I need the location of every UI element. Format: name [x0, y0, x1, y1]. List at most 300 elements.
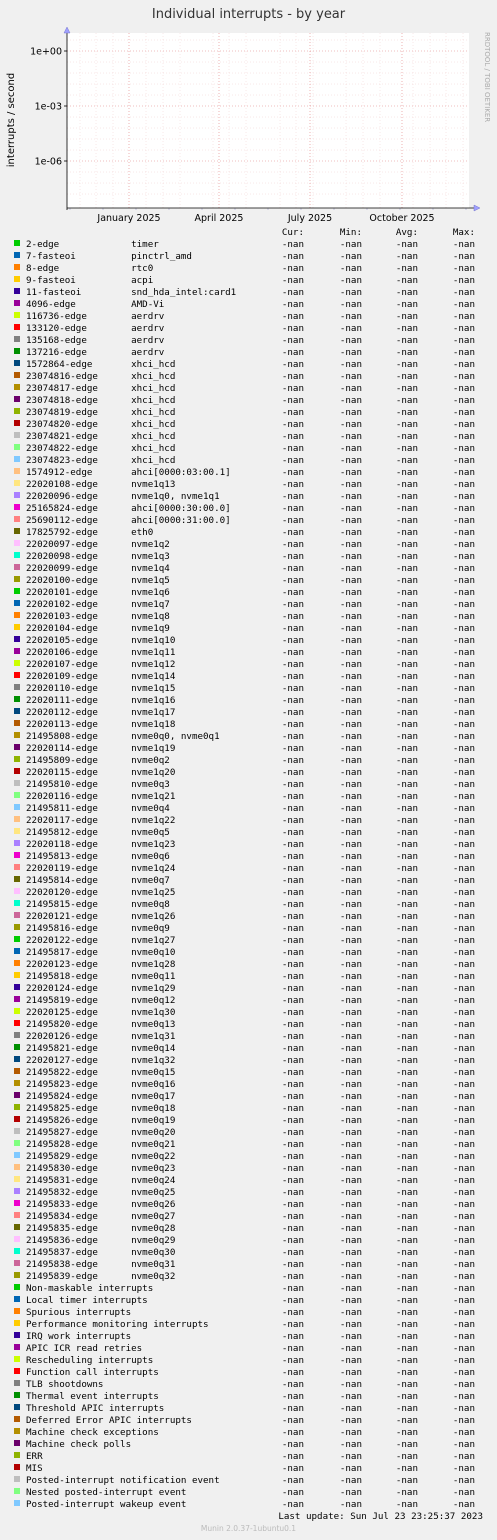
legend-row: [14, 1403, 475, 1414]
legend-cur: -nan: [281, 707, 304, 718]
legend-swatch: [14, 1068, 20, 1074]
legend-avg: -nan: [395, 755, 418, 766]
legend-cur: -nan: [281, 1247, 304, 1258]
legend-row: [14, 1187, 475, 1198]
legend-swatch: [14, 876, 20, 882]
legend-label: 21495819-edge nvme0q12: [26, 995, 176, 1006]
legend-max: -nan: [452, 359, 475, 370]
legend-swatch: [14, 420, 20, 426]
legend-min: -nan: [339, 815, 362, 826]
legend-max: -nan: [452, 1187, 475, 1198]
legend-max: -nan: [452, 1331, 475, 1342]
legend-swatch: [14, 612, 20, 618]
legend-cur: -nan: [281, 827, 304, 838]
legend-avg: -nan: [395, 1307, 418, 1318]
legend-avg: -nan: [395, 671, 418, 682]
legend-max: -nan: [452, 755, 475, 766]
legend-cur: -nan: [281, 647, 304, 658]
legend-min: -nan: [339, 623, 362, 634]
legend-cur: -nan: [281, 1091, 304, 1102]
legend-swatch: [14, 624, 20, 630]
legend-cur: -nan: [281, 851, 304, 862]
legend-row: [14, 1487, 475, 1498]
legend-cur: -nan: [281, 983, 304, 994]
legend-label: Thermal event interrupts: [26, 1391, 159, 1402]
legend-max: -nan: [452, 311, 475, 322]
legend-swatch: [14, 1476, 20, 1482]
legend-cur: -nan: [281, 371, 304, 382]
legend-row: [14, 1475, 475, 1486]
legend-min: -nan: [339, 1439, 362, 1450]
legend-max: -nan: [452, 1031, 475, 1042]
legend-max: -nan: [452, 1079, 475, 1090]
legend-row: [14, 1439, 475, 1450]
legend-max: -nan: [452, 575, 475, 586]
legend-swatch: [14, 1320, 20, 1326]
legend-min: -nan: [339, 1367, 362, 1378]
legend-avg: -nan: [395, 731, 418, 742]
legend-cur: -nan: [281, 1235, 304, 1246]
legend-cur: -nan: [281, 467, 304, 478]
legend-max: -nan: [452, 1451, 475, 1462]
legend-label: 22020106-edge nvme1q11: [26, 647, 176, 658]
legend-row: [14, 1019, 475, 1030]
legend-avg: -nan: [395, 575, 418, 586]
legend-swatch: [14, 1044, 20, 1050]
legend-row: [14, 467, 475, 478]
legend-max: -nan: [452, 551, 475, 562]
legend-row: [14, 479, 475, 490]
legend-swatch: [14, 372, 20, 378]
legend-min: -nan: [339, 1427, 362, 1438]
legend-max: -nan: [452, 1043, 475, 1054]
legend-min: -nan: [339, 551, 362, 562]
legend-max: -nan: [452, 563, 475, 574]
legend-cur: -nan: [281, 863, 304, 874]
legend-min: -nan: [339, 911, 362, 922]
legend-cur: -nan: [281, 719, 304, 730]
legend-row: [14, 563, 475, 574]
legend-min: -nan: [339, 1415, 362, 1426]
legend-max: -nan: [452, 263, 475, 274]
legend-cur: -nan: [281, 275, 304, 286]
legend-label: 22020114-edge nvme1q19: [26, 743, 176, 754]
legend-min: -nan: [339, 947, 362, 958]
legend-swatch: [14, 1296, 20, 1302]
legend-label: 133120-edge aerdrv: [26, 323, 165, 334]
legend-cur: -nan: [281, 1271, 304, 1282]
legend-swatch: [14, 1500, 20, 1506]
legend-cur: -nan: [281, 395, 304, 406]
legend-swatch: [14, 252, 20, 258]
legend-avg: -nan: [395, 935, 418, 946]
legend-label: 23074816-edge xhci_hcd: [26, 371, 176, 382]
legend-swatch: [14, 576, 20, 582]
legend-min: -nan: [339, 1271, 362, 1282]
legend-label: 22020109-edge nvme1q14: [26, 671, 176, 682]
legend-min: -nan: [339, 1115, 362, 1126]
legend-row: [14, 863, 475, 874]
legend-avg: -nan: [395, 263, 418, 274]
legend-min: -nan: [339, 443, 362, 454]
legend-cur: -nan: [281, 1355, 304, 1366]
legend-min: -nan: [339, 371, 362, 382]
chart-title: Individual interrupts - by year: [151, 7, 346, 22]
legend-avg: -nan: [395, 659, 418, 670]
legend-max: -nan: [452, 671, 475, 682]
legend-row: [14, 815, 475, 826]
legend-max: -nan: [452, 995, 475, 1006]
legend-max: -nan: [452, 1115, 475, 1126]
legend-row: [14, 1295, 475, 1306]
legend-cur: -nan: [281, 731, 304, 742]
legend-label: Performance monitoring interrupts: [26, 1319, 209, 1330]
legend-swatch: [14, 276, 20, 282]
legend-row: [14, 431, 475, 442]
legend-avg: -nan: [395, 1007, 418, 1018]
legend-avg: -nan: [395, 1067, 418, 1078]
legend-label: 25690112-edge ahci[0000:31:00.0]: [26, 515, 231, 526]
legend-row: [14, 1355, 475, 1366]
y-axis-ticks: [30, 47, 62, 168]
legend-avg: -nan: [395, 491, 418, 502]
legend-swatch: [14, 1416, 20, 1422]
legend-max: -nan: [452, 431, 475, 442]
legend-label: 21495818-edge nvme0q11: [26, 971, 176, 982]
legend-row: [14, 407, 475, 418]
legend-max: -nan: [452, 851, 475, 862]
legend-label: 22020097-edge nvme1q2: [26, 539, 170, 550]
legend-max: -nan: [452, 527, 475, 538]
legend-min: -nan: [339, 1043, 362, 1054]
legend-swatch: [14, 1116, 20, 1122]
legend-cur: -nan: [281, 611, 304, 622]
legend-cur: -nan: [281, 959, 304, 970]
legend-avg: -nan: [395, 455, 418, 466]
legend-label: 22020122-edge nvme1q27: [26, 935, 176, 946]
legend-min: -nan: [339, 1031, 362, 1042]
legend-max: -nan: [452, 1295, 475, 1306]
legend-min: -nan: [339, 239, 362, 250]
legend-label: 22020117-edge nvme1q22: [26, 815, 176, 826]
legend-avg: -nan: [395, 923, 418, 934]
legend-row: [14, 695, 475, 706]
legend-min: -nan: [339, 599, 362, 610]
legend-cur: -nan: [281, 335, 304, 346]
legend-max: -nan: [452, 323, 475, 334]
legend-cur: -nan: [281, 347, 304, 358]
legend-row: [14, 719, 475, 730]
legend-max: -nan: [452, 1415, 475, 1426]
legend-max: -nan: [452, 1007, 475, 1018]
legend-label: 11-fasteoi snd_hda_intel:card1: [26, 287, 237, 298]
legend-swatch: [14, 816, 20, 822]
legend-avg: -nan: [395, 1415, 418, 1426]
legend-swatch: [14, 864, 20, 870]
legend-label: 22020112-edge nvme1q17: [26, 707, 176, 718]
legend-avg: -nan: [395, 695, 418, 706]
legend-label: 21495827-edge nvme0q20: [26, 1127, 176, 1138]
legend-row: [14, 1091, 475, 1102]
legend-min: -nan: [339, 851, 362, 862]
legend-min: -nan: [339, 311, 362, 322]
legend-min: -nan: [339, 347, 362, 358]
legend-row: [14, 1199, 475, 1210]
legend-row: [14, 251, 475, 262]
legend-max: -nan: [452, 959, 475, 970]
legend-avg: -nan: [395, 515, 418, 526]
legend-min: -nan: [339, 755, 362, 766]
legend-label: 8-edge rtc0: [26, 263, 154, 274]
legend-max: -nan: [452, 1391, 475, 1402]
legend-swatch: [14, 1452, 20, 1458]
legend-column-header: Min:: [339, 227, 362, 238]
legend-swatch: [14, 924, 20, 930]
legend-cur: -nan: [281, 1283, 304, 1294]
legend-avg: -nan: [395, 815, 418, 826]
legend-min: -nan: [339, 1211, 362, 1222]
legend-max: -nan: [452, 923, 475, 934]
legend-cur: -nan: [281, 1007, 304, 1018]
legend-row: [14, 1175, 475, 1186]
legend-swatch: [14, 1188, 20, 1194]
legend-min: -nan: [339, 1391, 362, 1402]
legend-avg: -nan: [395, 911, 418, 922]
legend-min: -nan: [339, 275, 362, 286]
legend-avg: -nan: [395, 971, 418, 982]
legend-label: 21495817-edge nvme0q10: [26, 947, 176, 958]
legend-min: -nan: [339, 455, 362, 466]
legend-cur: -nan: [281, 239, 304, 250]
legend-cur: -nan: [281, 1115, 304, 1126]
legend-min: -nan: [339, 407, 362, 418]
legend-label: 1572864-edge xhci_hcd: [26, 359, 176, 370]
legend-swatch: [14, 264, 20, 270]
legend-avg: -nan: [395, 419, 418, 430]
legend-min: -nan: [339, 1079, 362, 1090]
legend-avg: -nan: [395, 1319, 418, 1330]
legend-label: 21495825-edge nvme0q18: [26, 1103, 176, 1114]
legend-avg: -nan: [395, 1403, 418, 1414]
legend-row: [14, 791, 475, 802]
legend-avg: -nan: [395, 1055, 418, 1066]
legend-label: 22020119-edge nvme1q24: [26, 863, 176, 874]
legend-row: [14, 947, 475, 958]
legend-min: -nan: [339, 419, 362, 430]
legend-swatch: [14, 360, 20, 366]
legend-row: [14, 1139, 475, 1150]
legend-row: [14, 971, 475, 982]
legend-cur: -nan: [281, 815, 304, 826]
legend-cur: -nan: [281, 1031, 304, 1042]
legend-avg: -nan: [395, 503, 418, 514]
legend-avg: -nan: [395, 1127, 418, 1138]
legend-row: [14, 1343, 475, 1354]
legend-avg: -nan: [395, 287, 418, 298]
legend-min: -nan: [339, 1199, 362, 1210]
legend-avg: -nan: [395, 851, 418, 862]
legend-header: [282, 227, 475, 238]
legend-max: -nan: [452, 539, 475, 550]
legend-cur: -nan: [281, 875, 304, 886]
legend-label: 22020104-edge nvme1q9: [26, 623, 170, 634]
legend-cur: -nan: [281, 767, 304, 778]
legend-column-header: Avg:: [395, 227, 418, 238]
legend-max: -nan: [452, 623, 475, 634]
legend-swatch: [14, 660, 20, 666]
legend-max: -nan: [452, 1103, 475, 1114]
legend-swatch: [14, 1344, 20, 1350]
legend-row: [14, 371, 475, 382]
legend-cur: -nan: [281, 443, 304, 454]
legend-swatch: [14, 468, 20, 474]
plot-area: [67, 33, 469, 208]
legend-label: 22020125-edge nvme1q30: [26, 1007, 176, 1018]
legend-max: -nan: [452, 659, 475, 670]
legend-avg: -nan: [395, 779, 418, 790]
legend-avg: -nan: [395, 1427, 418, 1438]
legend-max: -nan: [452, 1091, 475, 1102]
legend-cur: -nan: [281, 683, 304, 694]
legend-swatch: [14, 1368, 20, 1374]
legend-cur: -nan: [281, 899, 304, 910]
legend-min: -nan: [339, 1103, 362, 1114]
legend-swatch: [14, 1212, 20, 1218]
legend-min: -nan: [339, 1463, 362, 1474]
legend-max: -nan: [452, 707, 475, 718]
legend-cur: -nan: [281, 1439, 304, 1450]
legend-max: -nan: [452, 587, 475, 598]
legend-min: -nan: [339, 263, 362, 274]
legend-max: -nan: [452, 1463, 475, 1474]
legend-label: Non-maskable interrupts: [26, 1283, 154, 1294]
legend-avg: -nan: [395, 707, 418, 718]
legend-max: -nan: [452, 419, 475, 430]
legend-max: -nan: [452, 503, 475, 514]
legend-avg: -nan: [395, 1091, 418, 1102]
legend-label: 22020121-edge nvme1q26: [26, 911, 176, 922]
legend-cur: -nan: [281, 1343, 304, 1354]
legend-cur: -nan: [281, 563, 304, 574]
legend-avg: -nan: [395, 863, 418, 874]
legend-avg: -nan: [395, 539, 418, 550]
legend-min: -nan: [339, 983, 362, 994]
legend-min: -nan: [339, 467, 362, 478]
legend-min: -nan: [339, 1127, 362, 1138]
legend-avg: -nan: [395, 551, 418, 562]
legend-row: [14, 1127, 475, 1138]
legend-max: -nan: [452, 467, 475, 478]
legend-min: -nan: [339, 299, 362, 310]
legend-min: -nan: [339, 335, 362, 346]
legend-max: -nan: [452, 731, 475, 742]
legend-max: -nan: [452, 347, 475, 358]
legend-max: -nan: [452, 803, 475, 814]
legend-max: -nan: [452, 1487, 475, 1498]
legend-cur: -nan: [281, 263, 304, 274]
legend-swatch: [14, 960, 20, 966]
legend-row: [14, 635, 475, 646]
legend-avg: -nan: [395, 1451, 418, 1462]
legend-swatch: [14, 1392, 20, 1398]
legend-label: 21495813-edge nvme0q6: [26, 851, 170, 862]
legend-avg: -nan: [395, 767, 418, 778]
y-tick-label: 1e-06: [34, 156, 62, 168]
legend-cur: -nan: [281, 1199, 304, 1210]
legend-max: -nan: [452, 827, 475, 838]
legend-row: [14, 1247, 475, 1258]
legend-max: -nan: [452, 1499, 475, 1510]
legend-avg: -nan: [395, 1211, 418, 1222]
legend-max: -nan: [452, 1151, 475, 1162]
legend-swatch: [14, 732, 20, 738]
legend-cur: -nan: [281, 839, 304, 850]
legend-min: -nan: [339, 1331, 362, 1342]
legend-avg: -nan: [395, 335, 418, 346]
legend-label: 22020099-edge nvme1q4: [26, 563, 170, 574]
legend-max: -nan: [452, 1247, 475, 1258]
legend-label: 21495837-edge nvme0q30: [26, 1247, 176, 1258]
legend-label: 23074819-edge xhci_hcd: [26, 407, 176, 418]
legend-label: Machine check polls: [26, 1439, 132, 1450]
legend-avg: -nan: [395, 1235, 418, 1246]
legend-avg: -nan: [395, 563, 418, 574]
legend-avg: -nan: [395, 623, 418, 634]
legend-row: [14, 575, 475, 586]
legend-row: [14, 275, 475, 286]
legend-min: -nan: [339, 1355, 362, 1366]
legend-avg: -nan: [395, 599, 418, 610]
legend-row: [14, 1259, 475, 1270]
legend-avg: -nan: [395, 1331, 418, 1342]
legend-min: -nan: [339, 1019, 362, 1030]
last-update: Last update: Sun Jul 23 23:25:37 2023: [278, 1511, 483, 1522]
legend-row: [14, 659, 475, 670]
legend-max: -nan: [452, 1055, 475, 1066]
legend-cur: -nan: [281, 323, 304, 334]
legend-row: [14, 1103, 475, 1114]
legend-label: 21495812-edge nvme0q5: [26, 827, 170, 838]
legend-min: -nan: [339, 1283, 362, 1294]
legend-min: -nan: [339, 695, 362, 706]
legend-label: 21495810-edge nvme0q3: [26, 779, 170, 790]
legend-cur: -nan: [281, 803, 304, 814]
legend-cur: -nan: [281, 1379, 304, 1390]
legend-swatch: [14, 396, 20, 402]
legend-swatch: [14, 1092, 20, 1098]
legend-row: [14, 359, 475, 370]
legend-label: 21495833-edge nvme0q26: [26, 1199, 176, 1210]
legend-max: -nan: [452, 611, 475, 622]
legend-row: [14, 395, 475, 406]
legend-label: 2-edge timer: [26, 239, 159, 250]
legend-avg: -nan: [395, 827, 418, 838]
legend-max: -nan: [452, 287, 475, 298]
legend-max: -nan: [452, 479, 475, 490]
legend-swatch: [14, 984, 20, 990]
legend-min: -nan: [339, 587, 362, 598]
legend-min: -nan: [339, 503, 362, 514]
legend-avg: -nan: [395, 311, 418, 322]
legend-cur: -nan: [281, 419, 304, 430]
legend-row: [14, 1499, 475, 1510]
legend-min: -nan: [339, 1223, 362, 1234]
legend-label: 22020105-edge nvme1q10: [26, 635, 176, 646]
legend-min: -nan: [339, 1247, 362, 1258]
legend-row: [14, 1391, 475, 1402]
legend-avg: -nan: [395, 1019, 418, 1030]
legend-row: [14, 551, 475, 562]
